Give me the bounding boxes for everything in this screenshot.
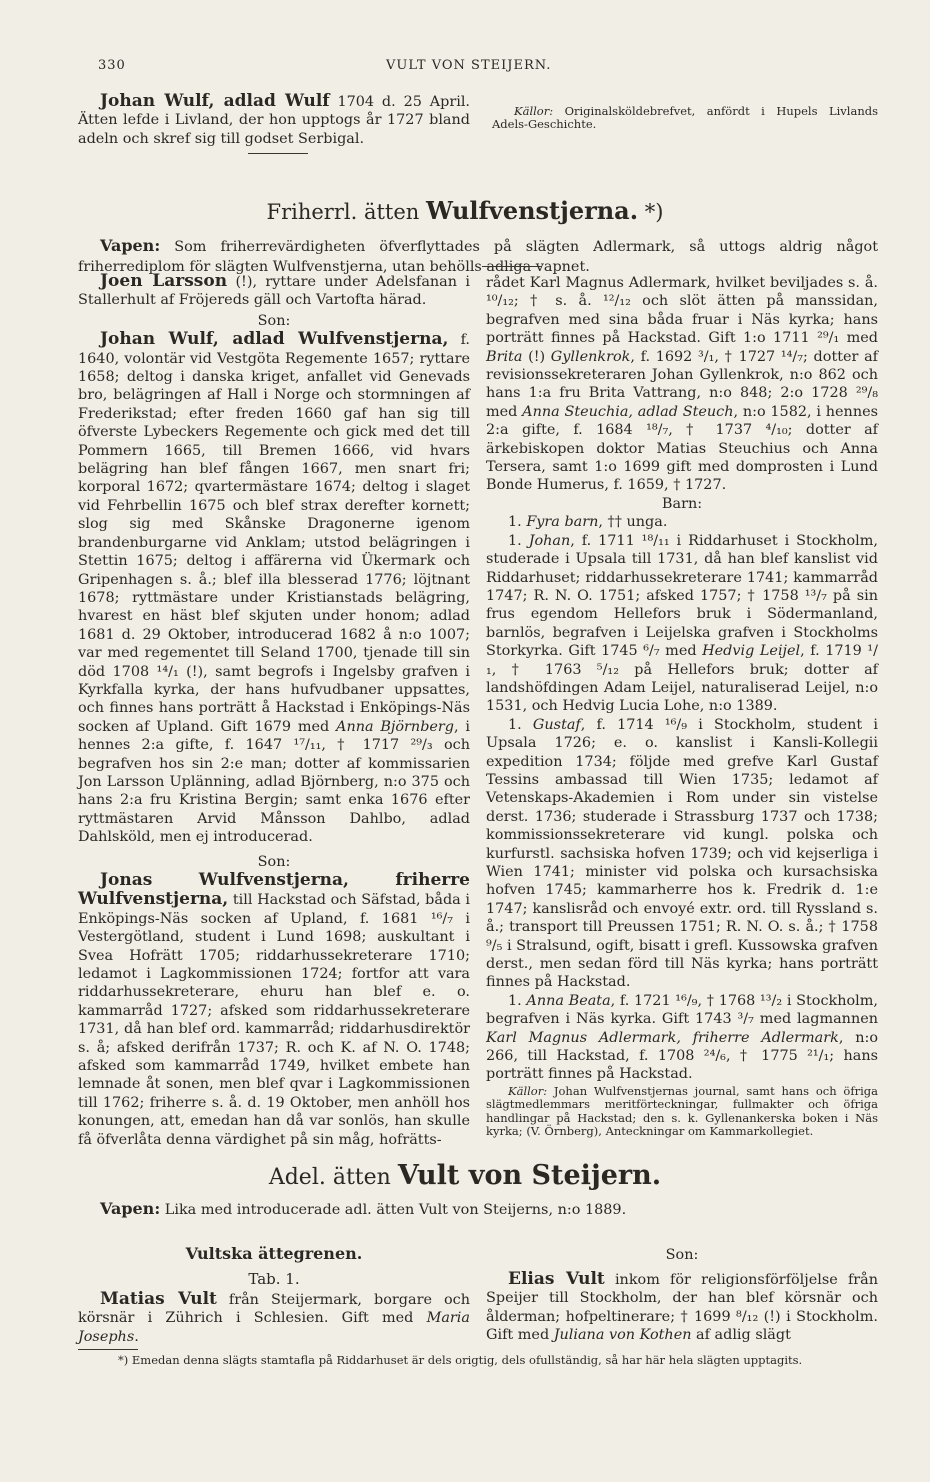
- person-text: till Hackstad och Säfstad, båda i Enköpings-Näs socken af Upland, f. 1681 ¹⁶/₇ i Vestergötland, student i Lund 1698; auskultant i Svea Hofrätt 1705; riddarhussekreterare 1710; ledamot i Lagkommissionen 1724; fortfor att vara riddarhussekreterare, ehuru han blef e. o. kammarråd 1727; afsked som riddarhussekreterare 1731, då han blef ord. kammarråd; riddarhusdirektör s. å; afsked derifrån 1737; R. och K. af N. O. 1748; afsked som kammarråd 1749, hvilket embete han lemnade åt sonen, men blef qvar i Lagkommissionen till 1762; friherre s. å. d. 19 Oktober, men anhöll hos konungen, att, emedan han då var sonlös, han skulle få öfverlåta denna värdighet på sin måg, hofrätts-: [78, 892, 470, 1148]
- person-jonas-wulfvenstjerna: Jonas Wulfvenstjerna, friherre Wulfvenstjerna,: [78, 870, 470, 910]
- spouse-name: Juliana von Kothen: [553, 1327, 692, 1344]
- sources-text: Johan Wulfvenstjernas journal, samt hans och öfriga slägtmedlemmars meritförteckningar, fullmakter och öfriga handlingar på Hackstad; den s. k. Gyllenankerska boken i Näs kyrka; (V. Örnberg), Anteckningar om Kammarkollegiet.: [486, 1083, 878, 1139]
- vult-right-entry: [486, 1270, 878, 1345]
- vult-left-entry: [78, 1290, 470, 1346]
- heading-prefix: Adel. ätten: [268, 1165, 391, 1190]
- top-left-entry: [78, 92, 470, 148]
- heading-footnote-mark: *): [638, 200, 664, 224]
- person-text: .: [134, 1328, 139, 1345]
- heading-prefix: Friherrl. ätten: [266, 200, 420, 224]
- sources-text: Originalsköldebrefvet, anfördt i Hupels Livlands Adels-Geschichte.: [492, 104, 878, 132]
- child-text: , †† unga.: [598, 514, 668, 531]
- son-label-text: Son:: [665, 1247, 699, 1263]
- running-header: [98, 58, 852, 80]
- person-text: rådet Karl Magnus Adlermark, hvilket beviljades s. å. ¹⁰/₁₂; † s. å. ¹²/₁₂ och slöt ätten på manssidan, begrafven med sina båda fruar i Näs kyrka; hans porträtt finnes på Hackstad. Gift 1:o 1711 ²⁹/₁ med: [486, 275, 878, 347]
- footnote-divider: [78, 1349, 138, 1350]
- sources-label: Källor:: [514, 104, 554, 118]
- heading-name: Vult von Steijern.: [397, 1160, 662, 1191]
- child-text: , f. 1714 ¹⁶/₉ i Stockholm, student i Upsala 1726; e. o. kanslist i Kansli-Kollegii expedition 1734; följde med grefve Karl Gustaf Tessins ambassad till Wien 1735; ledamot af Vetenskaps-Akademien i Rom under sin vistelse derst. 1736; studerade i Strassburg 1737 och 1738; kommissionssekreterare vid kungl. polska och kurfurstl. sachsiska hofven 1739; och vid kejserliga i Wien 1741; minister vid polska och kursachsiska hofven 1745; kammarherre hos k. Fredrik d. 1:e 1747; kanslisråd och envoyé extr. ord. till Ryssland s. å.; transport till Preussen 1751; R. N. O. s. å.; † 1758 ⁹/₅ i Stralsund, ogift, bisatt i grefl. Kussowska grafven derst., men sedan förd till Näs kyrka; hans porträtt finnes på Hackstad.: [486, 716, 878, 991]
- child-text: , f. 1721 ¹⁶/₉, † 1768 ¹³/₂ i Stockholm, begrafven i Näs kyrka. Gift 1743 ³/₇ med lagmannen: [486, 992, 878, 1028]
- child-number: 1.: [508, 514, 522, 531]
- child-text: , n:o 266, till Hackstad, f. 1708 ²⁴/₆, † 1775 ²¹/₁; hans porträtt finnes på Hackstad.: [486, 1029, 878, 1083]
- footnote-text: *) Emedan denna slägts stamtafla på Riddarhuset är dels origtig, dels ofullständig, så har här hela slägten upptagits.: [118, 1353, 803, 1367]
- tab-label: [78, 1270, 470, 1288]
- person-matias-vult: Matias Vult: [100, 1289, 217, 1309]
- barn-label: Barn:: [661, 495, 703, 512]
- running-title: VULT VON STEIJERN.: [386, 58, 552, 73]
- entry-name: Johan Wulf, adlad Wulf: [100, 91, 330, 111]
- child-number: 1.: [508, 992, 522, 1009]
- divider: [248, 153, 308, 154]
- person-joen-larsson: Joen Larsson: [100, 271, 228, 291]
- child-name: Fyra barn: [526, 514, 599, 531]
- son-label: [486, 1246, 878, 1264]
- tab-label-text: Tab. 1.: [248, 1270, 300, 1288]
- son-label: Son:: [257, 853, 291, 870]
- spouse-name: Anna Björnberg: [336, 718, 455, 735]
- top-right-sources: [492, 105, 878, 132]
- person-elias-vult: Elias Vult: [508, 1269, 605, 1289]
- entry-text: 1704 d. 25 April. Ätten lefde i Livland, der hon upptogs år 1727 bland adeln och skref sig till godset Serbigal.: [78, 94, 470, 147]
- person-text: (!): [522, 348, 551, 365]
- child-number: 1.: [508, 716, 522, 733]
- right-column: [486, 274, 878, 1139]
- child-name: Johan: [528, 532, 571, 549]
- person-text: inkom för religionsförföljelse från Speijer till Stockholm, der han blef körsnär och ålderman; hofpeltinerare; † 1699 ⁸/₁₂ (!) i Stockholm. Gift med: [486, 1272, 878, 1344]
- section-heading-wulfvenstjerna: [0, 196, 930, 225]
- section-heading-vult: [0, 1160, 930, 1191]
- person-text: af adlig slägt: [691, 1327, 791, 1344]
- spouse-name: Maria Josephs: [78, 1310, 470, 1345]
- son-label: Son:: [257, 312, 291, 329]
- person-text: , i hennes 2:a gifte, f. 1647 ¹⁷/₁₁, † 1717 ²⁹/₃ och begrafven hos sin 2:e man; dotter af kommissarien Jon Larsson Uplänning, adlad Björnberg, n:o 375 och hans 2:a fru Kristina Bergin; samt enka 1676 efter ryttmästaren Arvid Månsson Dahlbo, adlad Dahlsköld, men ej introducerad.: [78, 718, 470, 846]
- person-johan-wulf: Johan Wulf, adlad Wulfvenstjerna,: [100, 329, 449, 350]
- spouse-name: Karl Magnus Adlermark, friherre Adlermark: [486, 1029, 839, 1046]
- vapen-vult: [78, 1200, 878, 1219]
- person-text: (!), ryttare under Adelsfanan i Stallerhult af Fröjereds gäll och Vartofta härad.: [78, 274, 470, 309]
- child-name: Gustaf: [532, 716, 581, 733]
- divider: [482, 266, 542, 267]
- child-text: , f. 1719 ¹/₁, † 1763 ⁵/₁₂ på Hellefors bruk; dotter af landshöfdingen Adam Leijel, naturaliserad Leijel, n:o 1531, och Hedvig Lucia Lohe, n:o 1389.: [486, 643, 878, 715]
- branch-title: [78, 1245, 470, 1263]
- spouse-name: Brita: [486, 348, 523, 365]
- person-text: , n:o 1582, i hennes 2:a gifte, f. 1684 ¹⁸/₇, † 1737 ⁴/₁₀; dotter af ärkebiskopen doktor Matias Steuchius och Anna Tersera, samt 1:o 1699 gift med domprosten i Lund Bonde Humerus, f. 1659, † 1727.: [486, 403, 878, 494]
- person-text: f. 1640, volontär vid Vestgöta Regemente 1657; ryttare 1658; deltog i danska kriget, anfallet vid Genevads bro, belägringen af Hall i Norge och stormningen af Frederikstad; efter freden 1660 gaf han sig till öfverste Lybeckers Regemente och gick med det till Pommern 1665, till Bremen 1666, vid hvars belägring han blef fången 1667, men snart fri; korporal 1672; qvartermästare 1674; deltog i slaget vid Fehrbellin 1675 och blef strax derefter kornett; slog sig med Skånske Dragonerne igenom brandenburgarne vid Anklam; utstod belägringen i Stettin 1675; deltog i affärerna vid Ükermark och Gripenhagen s. å.; blef illa blesserad 1776; löjtnant 1678; ryttmästare under Kristianstads belägring, hvarest en häst blef skjuten under honom; adlad 1681 d. 29 Oktober, introducerad 1682 å n:o 1007; var med regementet till Seland 1700, tjenade till sin död 1708 ¹⁴/₁ (!), samt begrofs i Ingelsby grafven i Kyrkfalla kyrka, der hans hufvudbaner uppsattes, och finnes hans porträtt å Hackstad i Enköpings-Näs socken af Upland. Gift 1679 med: [78, 332, 470, 735]
- sources-label: Källor:: [508, 1083, 548, 1098]
- child-name: Anna Beata: [526, 992, 611, 1009]
- page-number: 330: [98, 58, 126, 73]
- child-text: , f. 1711 ¹⁸/₁₁ i Riddarhuset i Stockholm, studerade i Upsala till 1731, då han blef kanslist vid Riddarhuset; riddarhussekreterare 1741; kammarråd 1747; R. N. O. 1751; afsked 1757; † 1758 ¹³/₇ på sin frus egendom Hellefors bruk i Södermanland, barnlös, begrafven i Leijelska grafven i Stockholms Storkyrka. Gift 1745 ⁶/₇ med: [486, 532, 878, 660]
- spouse-name: Gyllenkrok: [550, 348, 631, 365]
- spouse-name: Hedvig Leijel: [702, 643, 801, 660]
- vapen-label: Vapen:: [100, 1199, 161, 1218]
- child-number: 1.: [508, 532, 522, 549]
- vapen-text: Som friherrevärdigheten öfverflyttades på slägten Adlermark, så uttogs aldrig något friherrediplom för slägten Wulfvenstjerna, utan behölls adliga vapnet.: [78, 239, 878, 275]
- spouse-name: Anna Steuchia, adlad Steuch: [522, 403, 734, 420]
- vapen-text: Lika med introducerade adl. ätten Vult von Steijerns, n:o 1889.: [160, 1202, 627, 1218]
- person-text: från Steijermark, borgare och körsnär i Zührich i Schlesien. Gift med: [78, 1292, 470, 1327]
- left-column: [78, 272, 470, 1149]
- footnote: [78, 1354, 850, 1368]
- heading-name: Wulfvenstjerna.: [426, 196, 639, 225]
- vapen-label: Vapen:: [100, 236, 161, 255]
- person-text: , f. 1692 ³/₁, † 1727 ¹⁴/₇; dotter af revisionssekreteraren Johan Gyllenkrok, n:o 862 och hans 1:a fru Brita Vattrang, n:o 848; 2:o 1728 ²⁹/₈ med: [486, 348, 878, 420]
- branch-title-text: Vultska ättegrenen.: [185, 1244, 363, 1263]
